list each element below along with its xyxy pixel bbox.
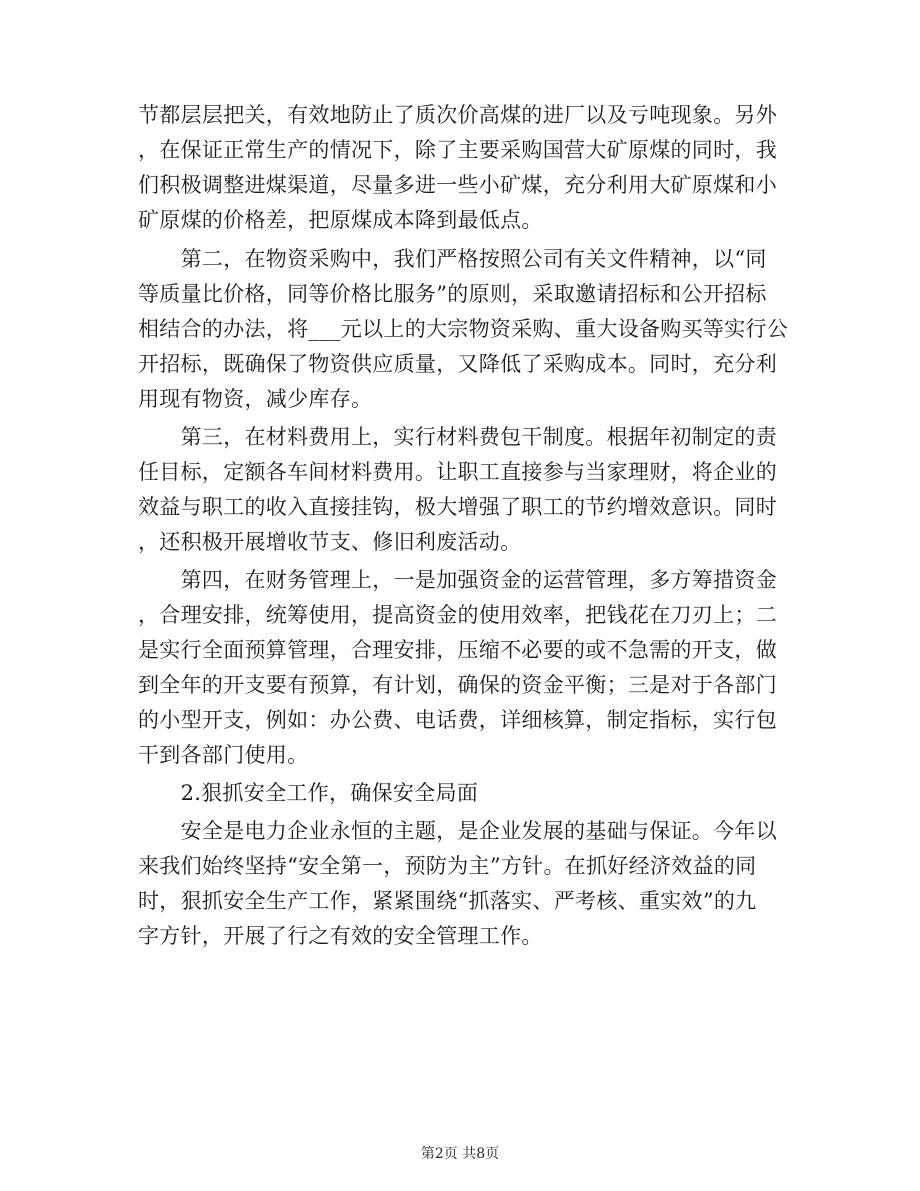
- paragraph-line: 效益与职工的收入直接挂钩，极大增强了职工的节约增效意识。同时: [138, 495, 777, 519]
- paragraph-line: 矿原煤的价格差，把原煤成本降到最低点。: [138, 208, 543, 232]
- paragraph-line: ，在保证正常生产的情况下，除了主要采购国营大矿原煤的同时，我: [138, 138, 777, 162]
- paragraph-line: 用现有物资，减少库存。: [138, 387, 373, 411]
- paragraph-line: 时，狠抓安全生产工作，紧紧围绕“抓落实、严考核、重实效”的九: [138, 889, 757, 913]
- paragraph-line: ，还积极开展增收节支、修旧利废活动。: [138, 530, 522, 554]
- paragraph-line: 第四，在财务管理上，一是加强资金的运营管理，多方筹措资金: [138, 568, 777, 592]
- paragraph-line: 字方针，开展了行之有效的安全管理工作。: [138, 924, 543, 948]
- paragraph-line: 们积极调整进煤渠道，尽量多进一些小矿煤，充分利用大矿原煤和小: [138, 173, 777, 197]
- paragraph-line: 干到各部门使用。: [138, 743, 309, 767]
- paragraph-line: ，合理安排，统筹使用，提高资金的使用效率，把钱花在刀刃上；二: [138, 603, 777, 627]
- paragraph-line: 节都层层把关，有效地防止了质次价高煤的进厂以及亏吨现象。另外: [138, 103, 777, 127]
- paragraph-line: 等质量比价格，同等价格比服务”的原则，采取邀请招标和公开招标: [138, 282, 767, 306]
- section-heading: 2.狠抓安全工作，确保安全局面: [138, 781, 479, 805]
- paragraph-line: 第二，在物资采购中，我们严格按照公司有关文件精神，以“同: [138, 247, 767, 271]
- paragraph-line: 开招标，既确保了物资供应质量，又降低了采购成本。同时，充分利: [138, 352, 777, 376]
- paragraph-line: 任目标，定额各车间材料费用。让职工直接参与当家理财，将企业的: [138, 460, 777, 484]
- paragraph-line: 到全年的开支要有预算，有计划，确保的资金平衡；三是对于各部门: [138, 673, 777, 697]
- paragraph-line: 的小型开支，例如：办公费、电话费，详细核算，制定指标，实行包: [138, 708, 777, 732]
- paragraph-line: 相结合的办法，将___元以上的大宗物资采购、重大设备购买等实行公: [138, 317, 789, 341]
- paragraph-line: 是实行全面预算管理，合理安排，压缩不必要的或不急需的开支，做: [138, 638, 777, 662]
- paragraph-line: 安全是电力企业永恒的主题，是企业发展的基础与保证。今年以: [138, 819, 777, 843]
- paragraph-line: 来我们始终坚持“安全第一，预防为主”方针。在抓好经济效益的同: [138, 854, 757, 878]
- page-number: 第2页 共8页: [420, 1146, 500, 1162]
- paragraph-line: 第三，在材料费用上，实行材料费包干制度。根据年初制定的责: [138, 425, 777, 449]
